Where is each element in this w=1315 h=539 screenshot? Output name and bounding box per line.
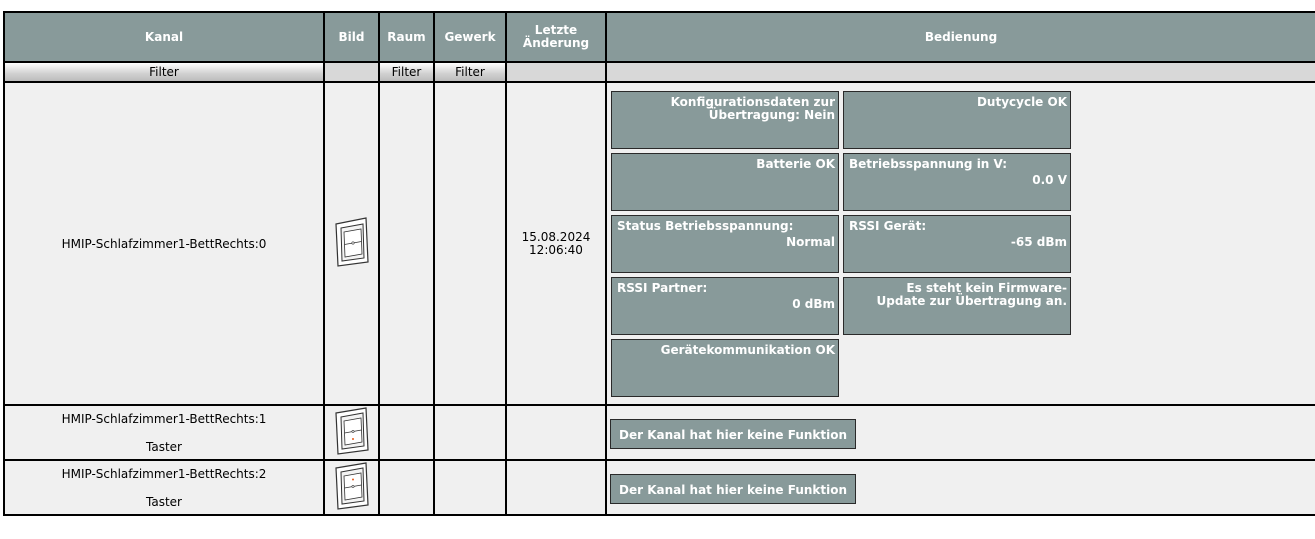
- device-image-cell: [324, 82, 379, 405]
- tile-voltage-status: [611, 215, 839, 273]
- tile-voltage-status-value: Normal: [786, 234, 835, 249]
- header-raum[interactable]: Raum: [379, 12, 434, 62]
- header-letzte-line1: Letzte: [534, 23, 578, 37]
- header-letzte-line2: Änderung: [522, 36, 590, 50]
- tile-battery: [611, 153, 839, 211]
- table-row: [4, 82, 1315, 405]
- tile-voltage-status-label: Status Betriebsspannung:: [617, 218, 794, 233]
- channel-name[interactable]: HMIP-Schlafzimmer1-BettRechts:1: [61, 411, 267, 426]
- channel-type: Taster: [146, 494, 182, 509]
- tile-voltage-value: 0.0 V: [1032, 172, 1067, 187]
- bedienung-cell: [606, 460, 1315, 515]
- table-row: [4, 405, 1315, 460]
- tile-communication: [611, 339, 839, 397]
- wall-switch-icon: [332, 461, 372, 514]
- tile-rssi-partner: [611, 277, 839, 335]
- tile-config-pending-text: Konfigurationsdaten zur Übertragung: Nein: [670, 94, 835, 122]
- wall-switch-icon: [332, 406, 372, 459]
- last-change-time: 12:06:40: [529, 242, 583, 257]
- header-bedienung: Bedienung: [606, 12, 1315, 62]
- tile-rssi-device-label: RSSI Gerät:: [849, 218, 927, 233]
- tile-dutycycle-text: Dutycycle OK: [976, 94, 1067, 109]
- no-function-label: Der Kanal hat hier keine Funktion: [610, 474, 856, 504]
- tile-communication-text: Gerätekommunikation OK: [660, 342, 835, 357]
- no-function-label: Der Kanal hat hier keine Funktion: [610, 419, 856, 449]
- tile-dutycycle: [843, 91, 1071, 149]
- tile-rssi-partner-label: RSSI Partner:: [617, 280, 708, 295]
- header-kanal[interactable]: Kanal: [4, 12, 324, 62]
- tile-firmware: [843, 277, 1071, 335]
- filter-bedienung-empty: [606, 62, 1315, 82]
- tile-rssi-partner-value: 0 dBm: [792, 296, 835, 311]
- header-bild: Bild: [324, 12, 379, 62]
- filter-row: [4, 62, 1315, 82]
- channel-name-cell: [4, 460, 324, 515]
- tile-config-pending: [611, 91, 839, 149]
- header-letzte-aenderung[interactable]: [506, 12, 606, 62]
- gewerk-cell: [434, 405, 506, 460]
- tile-voltage: [843, 153, 1071, 211]
- device-image-cell: [324, 405, 379, 460]
- device-image-cell: [324, 460, 379, 515]
- filter-bild-empty: [324, 62, 379, 82]
- wall-switch-icon: [332, 216, 372, 271]
- gewerk-cell: [434, 460, 506, 515]
- filter-kanal[interactable]: Filter: [4, 62, 324, 82]
- room-cell: [379, 460, 434, 515]
- header-gewerk[interactable]: Gewerk: [434, 12, 506, 62]
- tile-rssi-device-value: -65 dBm: [1010, 234, 1067, 249]
- table-row: [4, 460, 1315, 515]
- filter-gewerk[interactable]: Filter: [434, 62, 506, 82]
- channel-name[interactable]: HMIP-Schlafzimmer1-BettRechts:0: [4, 82, 324, 405]
- last-change-cell: [506, 82, 606, 405]
- tile-voltage-label: Betriebsspannung in V:: [849, 156, 1008, 171]
- tile-rssi-device: [843, 215, 1071, 273]
- filter-raum[interactable]: Filter: [379, 62, 434, 82]
- room-cell: [379, 82, 434, 405]
- channel-table: [3, 11, 1315, 516]
- tile-battery-text: Batterie OK: [756, 156, 835, 171]
- status-tiles: [609, 89, 1079, 399]
- last-change-cell: [506, 405, 606, 460]
- room-cell: [379, 405, 434, 460]
- tile-firmware-text: Es steht kein Firmware-Update zur Übertragung an.: [876, 280, 1067, 308]
- last-change-date: 15.08.2024: [521, 229, 591, 244]
- channel-name-cell: [4, 405, 324, 460]
- header-row: [4, 12, 1315, 62]
- last-change-cell: [506, 460, 606, 515]
- bedienung-cell: [606, 82, 1315, 405]
- filter-letzte-empty: [506, 62, 606, 82]
- bedienung-cell: [606, 405, 1315, 460]
- channel-type: Taster: [146, 439, 182, 454]
- gewerk-cell: [434, 82, 506, 405]
- channel-name[interactable]: HMIP-Schlafzimmer1-BettRechts:2: [61, 466, 267, 481]
